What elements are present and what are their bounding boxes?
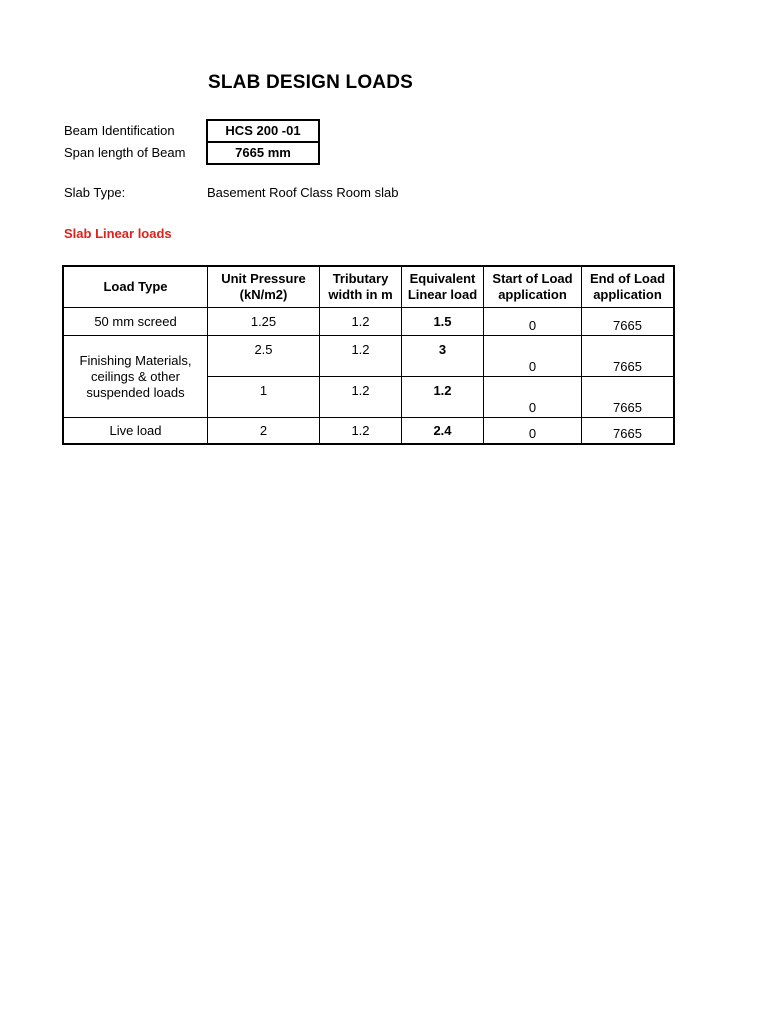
cell-unit-pressure: 2.5 [208,336,320,377]
span-length-label: Span length of Beam [64,145,186,160]
cell-tributary: 1.2 [320,418,402,445]
header-unit-pressure: Unit Pressure (kN/m2) [208,266,320,308]
cell-end: 7665 [582,418,675,445]
page-title: SLAB DESIGN LOADS [208,72,414,93]
header-tributary-width: Tributary width in m [320,266,402,308]
cell-unit-pressure: 1.25 [208,308,320,336]
cell-equivalent: 2.4 [402,418,484,445]
cell-unit-pressure: 2 [208,418,320,445]
table-header-row [63,266,674,308]
cell-equivalent: 3 [402,336,484,377]
slab-type-value: Basement Roof Class Room slab [207,185,399,200]
cell-unit-pressure: 1 [208,377,320,418]
header-start-of-load: Start of Load application [484,266,582,308]
cell-end: 7665 [582,336,675,377]
cell-end: 7665 [582,377,675,418]
cell-equivalent: 1.5 [402,308,484,336]
cell-end: 7665 [582,308,675,336]
cell-tributary: 1.2 [320,336,402,377]
cell-equivalent: 1.2 [402,377,484,418]
cell-tributary: 1.2 [320,377,402,418]
beam-identification-label: Beam Identification [64,123,175,138]
header-end-of-load: End of Load application [582,266,675,308]
header-equivalent-linear-load: Equivalent Linear load [402,266,484,308]
cell-load-type: 50 mm screed [63,308,208,336]
table-row [63,418,674,445]
cell-tributary: 1.2 [320,308,402,336]
cell-load-type: Live load [63,418,208,445]
cell-start: 0 [484,336,582,377]
cell-load-type: Finishing Materials, ceilings & other suspended loads [63,336,208,418]
table-row [63,336,674,377]
beam-identification-value: HCS 200 -01 [206,119,320,143]
section-title: Slab Linear loads [64,226,172,241]
slab-linear-loads-table [62,265,675,445]
cell-start: 0 [484,418,582,445]
slab-type-label: Slab Type: [64,185,126,200]
header-load-type: Load Type [63,266,208,308]
span-length-value: 7665 mm [206,141,320,165]
cell-start: 0 [484,377,582,418]
table-row [63,308,674,336]
cell-start: 0 [484,308,582,336]
